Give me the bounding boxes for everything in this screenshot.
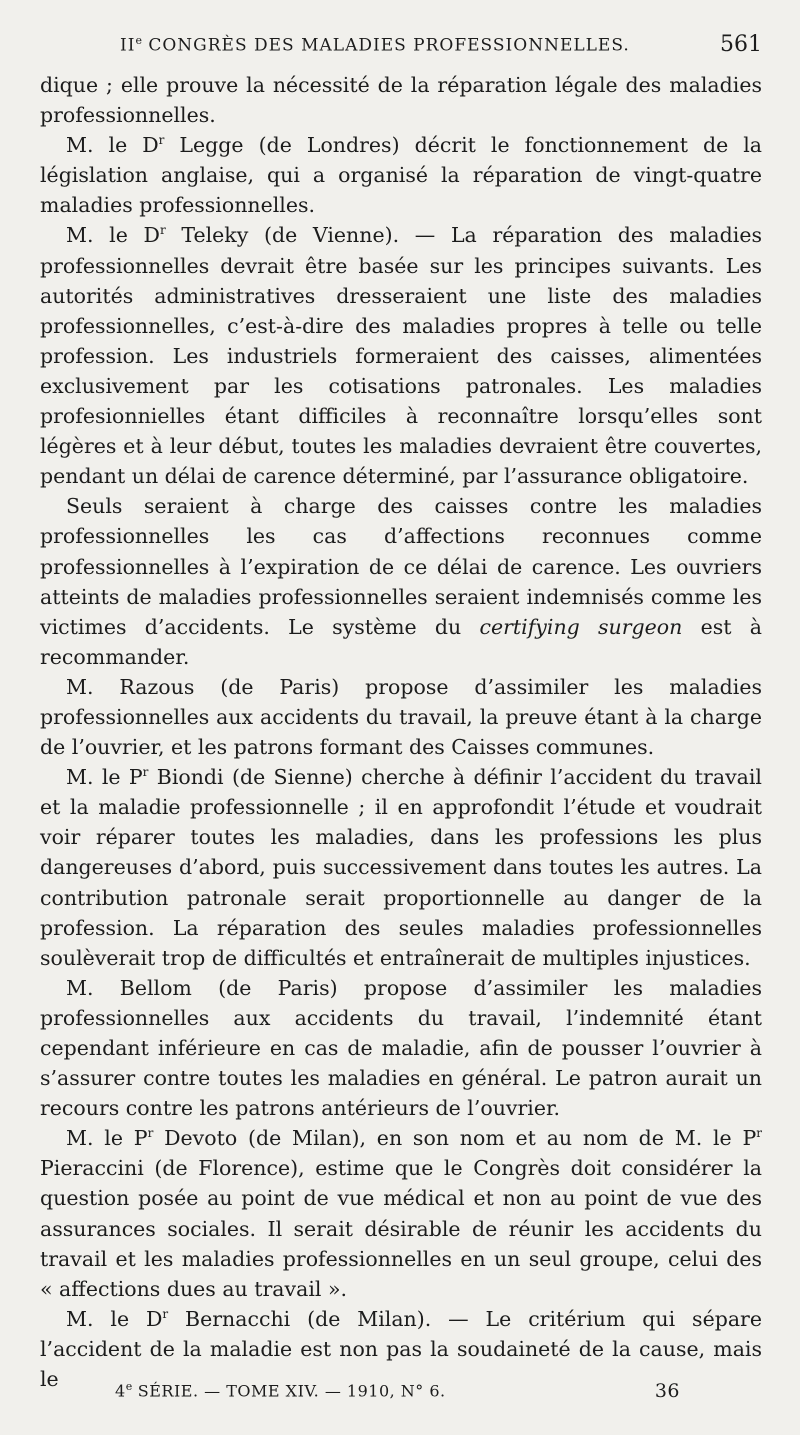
paragraph-2-text-b: Legge (de Londres) décrit le fonctionnement de la législation anglaise, qui a organisé la réparation de vingt-quatre maladies professionnelles. xyxy=(40,133,762,218)
paragraph-3-text-a: M. le D xyxy=(66,223,160,248)
paragraph-8-sup-2: r xyxy=(756,1126,762,1141)
running-head-title xyxy=(120,34,720,56)
series-numeral: II xyxy=(120,36,136,56)
paragraph-3-sup: r xyxy=(159,223,166,238)
paragraph-4-text-b: est à recommander. xyxy=(40,614,762,669)
paragraph-4-italic: certifying surgeon xyxy=(479,614,683,639)
paragraph-9-sup: r xyxy=(162,1307,169,1322)
series-suffix: e xyxy=(135,34,142,48)
paragraph-4-text-a: Seuls seraient à charge des caisses contre les maladies professionnelles les cas d’affections reconnues comme professionnelles à l’expiration de ce délai de carence. Les ouvriers atteints de maladies professionnelles seraient indemnisés comme les victimes d’accidents. Le système du xyxy=(40,494,762,639)
paragraph-3-text-b: Teleky (de Vienne). — La réparation des maladies professionnelles devrait être basée sur les principes suivants. Les autorités administratives dresseraient une liste des maladies professionnelles, c’est-à-dire des maladies propres à telle ou telle profession. Les industriels formeraient des caisses, alimentées exclusivement par les cotisations patronales. Les maladies profesionnielles étant difficiles à reconnaître lorsqu’elles sont légères et à leur début, toutes les maladies devraient être couvertes, pendant un délai de carence déterminé, par l’assurance obligatoire. xyxy=(40,223,762,489)
signature-number: 36 xyxy=(654,1380,680,1402)
series-number-sup: e xyxy=(125,1380,133,1393)
paragraph-6-text-b: Biondi (de Sienne) cherche à définir l’accident du travail et la maladie professionnelle ; il en approfondit l’étude et voudrait voir réparer toutes les maladies, dans les professions les plus dangereuses d’abord, puis successivement dans toutes les autres. La contribution patronale serait proportionnelle au danger de la profession. La réparation des seules maladies professionnelles soulèverait trop de difficultés et entraînerait de multiples injustices. xyxy=(40,765,762,970)
paragraph-9-text-a: M. le D xyxy=(66,1306,163,1331)
paragraph-1 xyxy=(40,70,762,130)
paragraph-2-text-a: M. le D xyxy=(66,133,159,158)
paragraph-5 xyxy=(40,672,762,762)
paragraph-4 xyxy=(40,491,762,672)
congress-title: CONGRÈS DES MALADIES PROFESSIONNELLES. xyxy=(148,36,630,56)
paragraph-2 xyxy=(40,130,762,220)
paragraph-6 xyxy=(40,762,762,973)
series-number: 4 xyxy=(115,1381,126,1401)
paragraph-8-text-a: M. le P xyxy=(66,1126,148,1151)
paragraph-9-text-b: Bernacchi (de Milan). — Le critérium qui sépare l’accident de la maladie est non pas la soudaineté de la cause, mais le xyxy=(40,1306,762,1392)
paragraph-5-text: M. Razous (de Paris) propose d’assimiler les maladies professionnelles aux accidents du travail, la preuve étant à la charge de l’ouvrier, et les patrons formant des Caisses communes. xyxy=(40,674,762,760)
paragraph-8-text-b: Devoto (de Milan), en son nom et au nom de M. le P xyxy=(153,1126,757,1151)
running-head xyxy=(40,32,762,70)
series-text: SÉRIE. — TOME XIV. — 1910, N° 6. xyxy=(132,1381,446,1401)
paragraph-6-text-a: M. le P xyxy=(66,765,143,790)
body-text xyxy=(40,70,762,1394)
page-number: 561 xyxy=(720,32,762,57)
paragraph-8-sup: r xyxy=(147,1126,154,1141)
paragraph-8-text-c: Pieraccini (de Florence), estime que le Congrès doit considérer la question posée au point de vue médical et non au point de vue des assurances sociales. Il serait désirable de réunir les accidents du travail et les maladies professionnelles en un seul groupe, celui des « affections dues au travail ». xyxy=(40,1156,762,1301)
paragraph-3 xyxy=(40,220,762,491)
paragraph-7-text: M. Bellom (de Paris) propose d’assimiler les maladies professionnelles aux accidents du travail, l’indemnité étant cependant inférieure en cas de maladie, afin de pousser l’ouvrier à s’assurer contre toutes les maladies en général. Le patron aurait un recours contre les patrons antérieurs de l’ouvrier. xyxy=(40,975,762,1121)
paragraph-7 xyxy=(40,973,762,1123)
paragraph-6-sup: r xyxy=(142,765,149,780)
series-info xyxy=(115,1380,446,1402)
paragraph-2-sup: r xyxy=(158,133,165,148)
paragraph-8 xyxy=(40,1123,762,1304)
paragraph-1-text: dique ; elle prouve la nécessité de la réparation légale des maladies professionnelles. xyxy=(40,73,762,128)
page-footer xyxy=(115,1380,680,1402)
